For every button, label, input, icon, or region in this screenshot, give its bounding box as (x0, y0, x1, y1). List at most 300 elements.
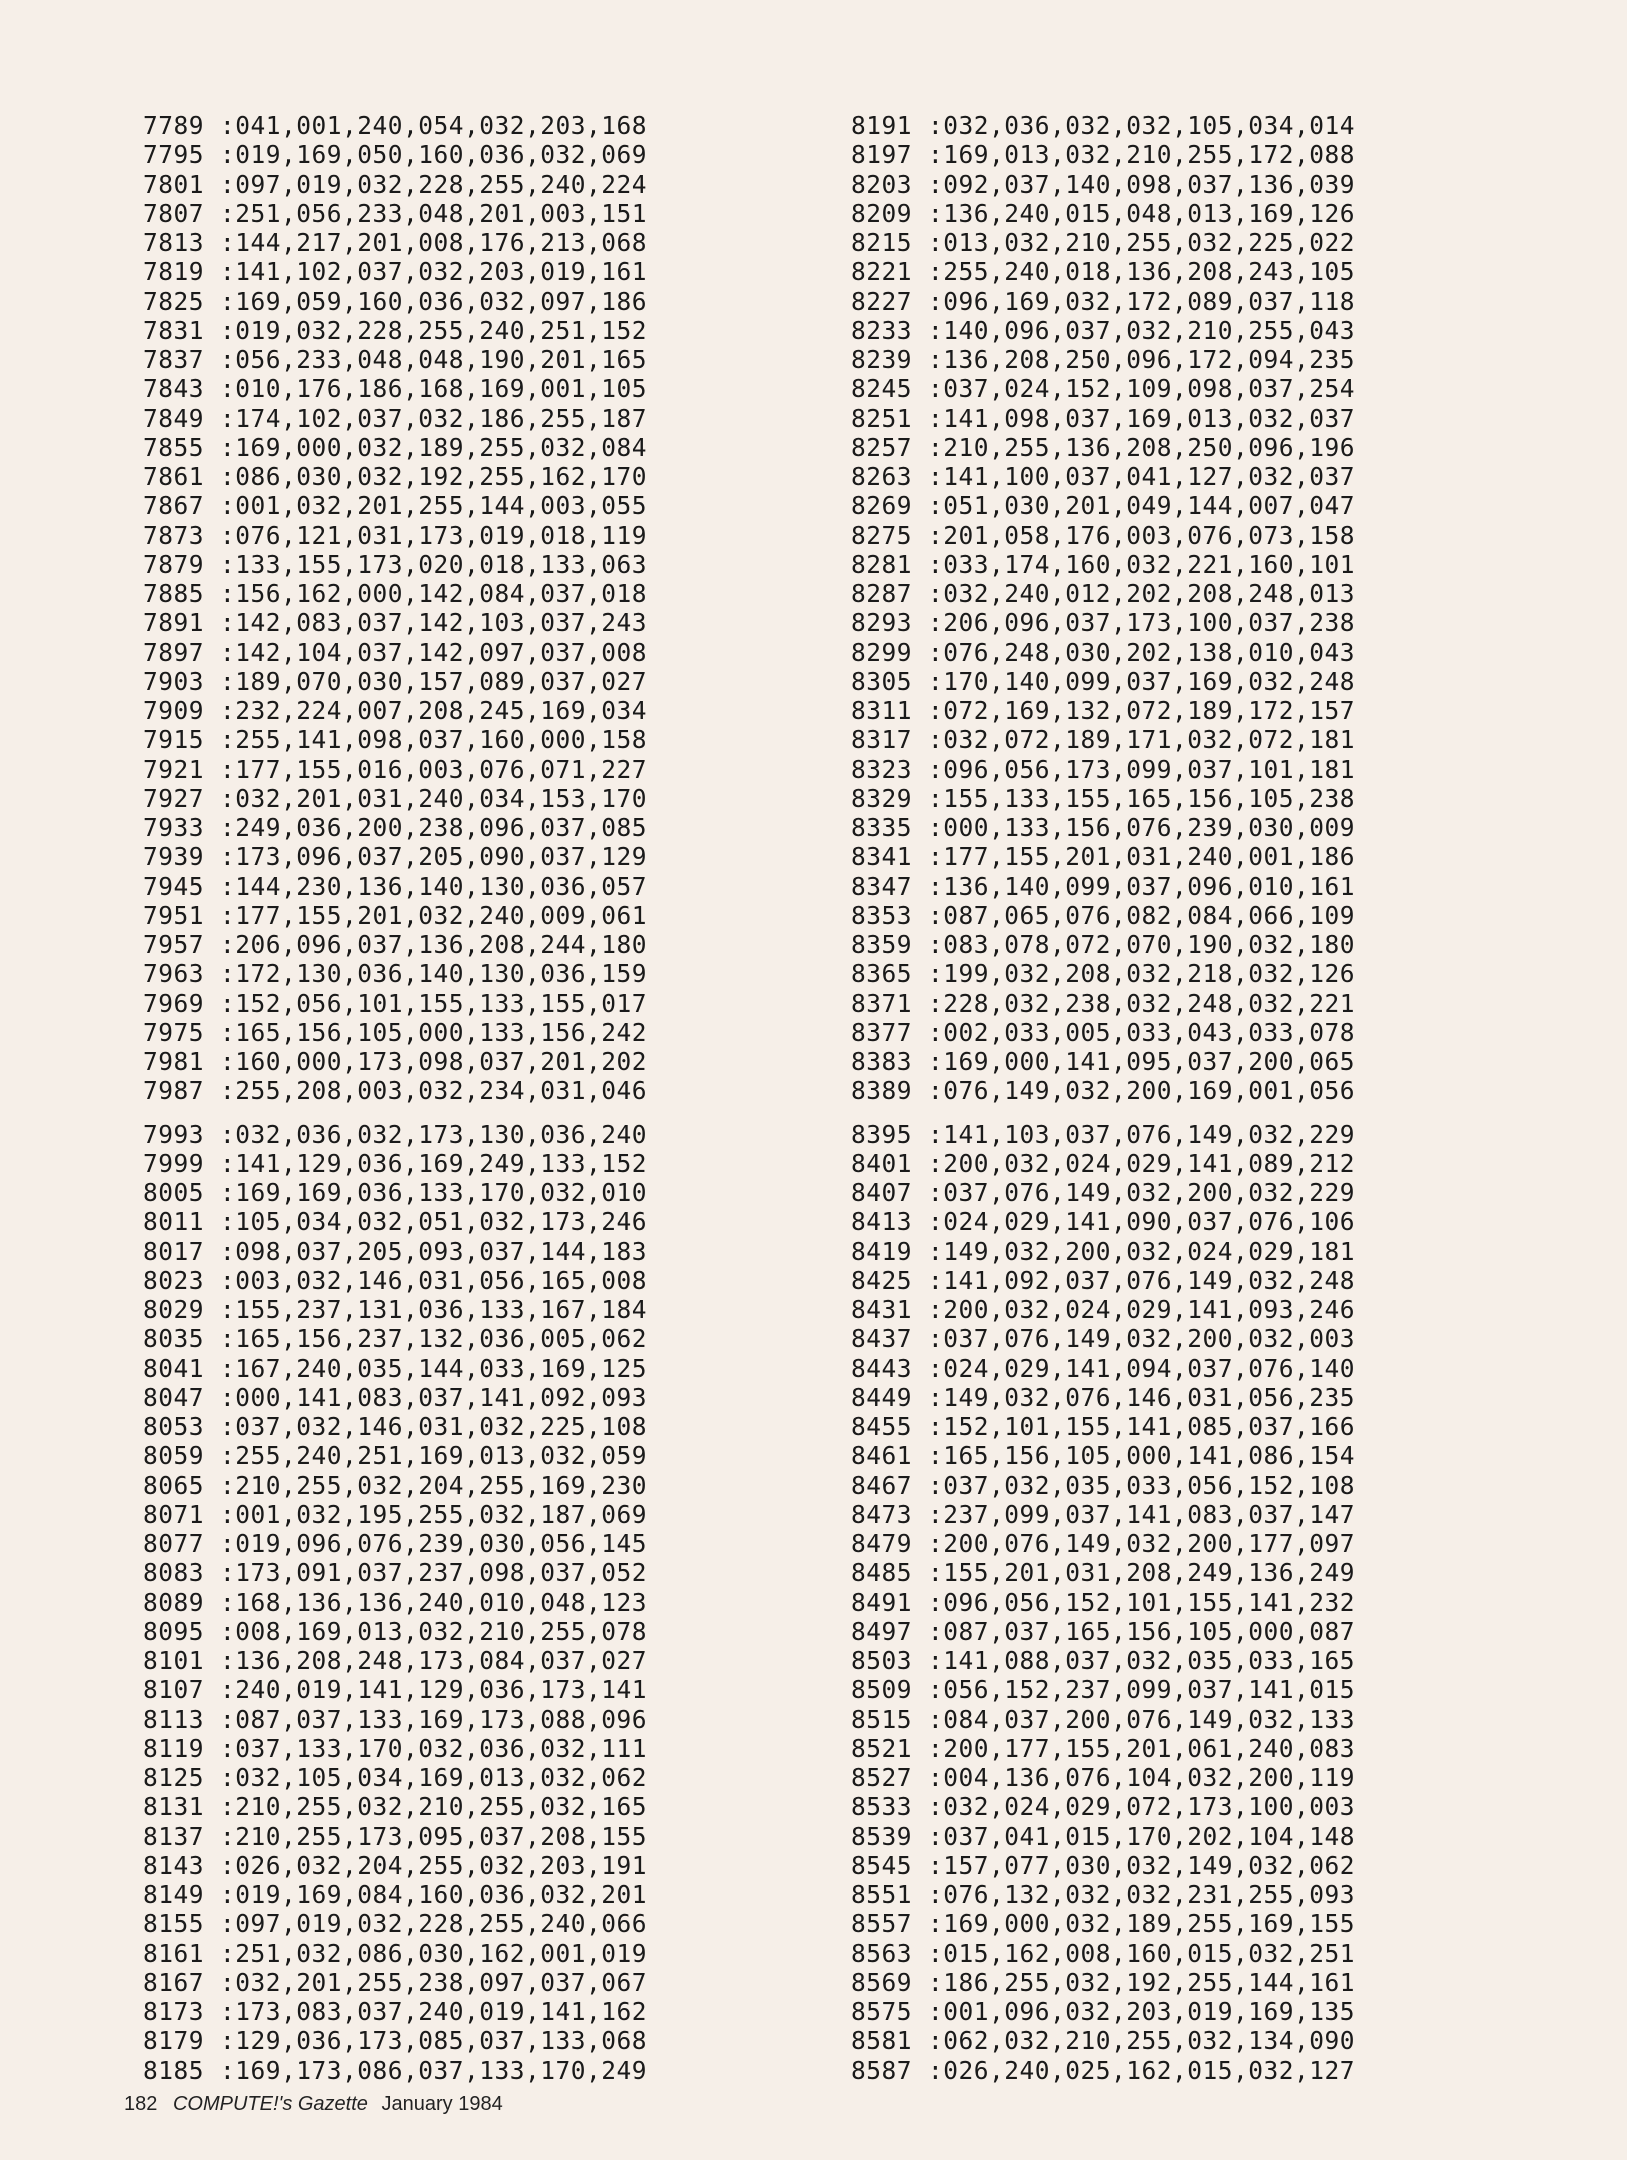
listing-line (832, 1412, 1355, 1441)
line-data: :210,255,032,204,255,169,230 (220, 1470, 648, 1500)
listing-line (124, 725, 647, 754)
listing-line (124, 930, 647, 959)
listing-line (124, 433, 647, 462)
line-data: :169,059,160,036,032,097,186 (220, 286, 648, 316)
line-data: :237,099,037,141,083,037,147 (928, 1499, 1356, 1529)
listing-line (832, 1354, 1355, 1383)
listing-line (124, 1822, 647, 1851)
listing-line (124, 1178, 647, 1207)
line-data: :189,070,030,157,089,037,027 (220, 666, 648, 696)
listing-line (124, 813, 647, 842)
line-number: 8473 (850, 1499, 912, 1529)
listing-line (832, 959, 1355, 988)
line-data: :165,156,237,132,036,005,062 (220, 1324, 648, 1354)
line-data: :076,132,032,032,231,255,093 (928, 1880, 1356, 1909)
listing-column-left (124, 111, 647, 2085)
line-data: :097,019,032,228,255,240,224 (220, 169, 648, 199)
listing-line (124, 1149, 647, 1178)
line-number: 8167 (142, 1967, 204, 1997)
line-data: :144,217,201,008,176,213,068 (220, 228, 648, 257)
line-data: :177,155,016,003,076,071,227 (220, 754, 648, 784)
line-data: :149,032,076,146,031,056,235 (928, 1382, 1356, 1412)
line-number: 8437 (850, 1324, 912, 1354)
line-data: :037,041,015,170,202,104,148 (928, 1821, 1356, 1851)
line-data: :170,140,099,037,169,032,248 (928, 666, 1356, 696)
listing-line (124, 959, 647, 988)
listing-line (832, 1705, 1355, 1734)
line-number: 8293 (850, 608, 912, 638)
listing-line (832, 111, 1355, 140)
line-number: 8143 (142, 1850, 204, 1880)
listing-line (124, 1471, 647, 1500)
line-number: 8407 (850, 1178, 912, 1207)
line-number: 8557 (850, 1909, 912, 1939)
listing-line (832, 1734, 1355, 1763)
listing-line (124, 1792, 647, 1821)
line-data: :092,037,140,098,037,136,039 (928, 169, 1356, 199)
line-data: :032,201,255,238,097,037,067 (220, 1967, 648, 1997)
line-number: 8269 (850, 491, 912, 521)
line-number: 7873 (142, 520, 204, 550)
listing-line (832, 1076, 1355, 1105)
line-data: :008,169,013,032,210,255,078 (220, 1616, 648, 1646)
line-number: 8527 (850, 1763, 912, 1792)
listing-line (124, 608, 647, 637)
listing-line (124, 521, 647, 550)
line-number: 8497 (850, 1616, 912, 1646)
line-number: 7855 (142, 432, 204, 462)
listing-line (124, 1354, 647, 1383)
listing-line (832, 1763, 1355, 1792)
line-data: :062,032,210,255,032,134,090 (928, 2026, 1356, 2056)
listing-line (832, 316, 1355, 345)
line-number: 8071 (142, 1499, 204, 1529)
line-number: 8449 (850, 1382, 912, 1412)
line-number: 7957 (142, 930, 204, 959)
page-footer (124, 2093, 503, 2116)
line-data: :056,152,237,099,037,141,015 (928, 1675, 1356, 1705)
line-data: :141,103,037,076,149,032,229 (928, 1119, 1356, 1149)
line-number: 8467 (850, 1470, 912, 1500)
line-number: 7963 (142, 959, 204, 989)
line-number: 8065 (142, 1470, 204, 1500)
line-number: 8563 (850, 1938, 912, 1968)
line-data: :026,032,204,255,032,203,191 (220, 1850, 648, 1880)
line-number: 7939 (142, 842, 204, 872)
line-data: :076,121,031,173,019,018,119 (220, 520, 648, 550)
line-number: 7921 (142, 754, 204, 784)
line-data: :141,092,037,076,149,032,248 (928, 1265, 1356, 1295)
line-data: :168,136,136,240,010,048,123 (220, 1587, 648, 1617)
listing-line (832, 199, 1355, 228)
line-data: :019,096,076,239,030,056,145 (220, 1529, 648, 1558)
line-data: :255,240,018,136,208,243,105 (928, 257, 1356, 287)
line-data: :105,034,032,051,032,173,246 (220, 1207, 648, 1237)
line-data: :155,201,031,208,249,136,249 (928, 1558, 1356, 1588)
line-number: 8209 (850, 198, 912, 228)
listing-line (832, 901, 1355, 930)
listing-line (124, 1997, 647, 2026)
listing-line (832, 1383, 1355, 1412)
line-number: 8335 (850, 813, 912, 842)
listing-line (832, 667, 1355, 696)
line-data: :156,162,000,142,084,037,018 (220, 579, 648, 608)
listing-line (124, 579, 647, 608)
line-data: :019,169,084,160,036,032,201 (220, 1880, 648, 1909)
listing-line (124, 257, 647, 286)
line-data: :037,076,149,032,200,032,003 (928, 1324, 1356, 1354)
line-data: :084,037,200,076,149,032,133 (928, 1704, 1356, 1734)
line-data: :000,133,156,076,239,030,009 (928, 813, 1356, 842)
line-data: :051,030,201,049,144,007,047 (928, 491, 1356, 521)
listing-line (832, 257, 1355, 286)
listing-line (832, 1149, 1355, 1178)
listing-line (832, 1617, 1355, 1646)
line-data: :152,056,101,155,133,155,017 (220, 988, 648, 1018)
listing-line (832, 579, 1355, 608)
line-data: :200,177,155,201,061,240,083 (928, 1733, 1356, 1763)
line-number: 8059 (142, 1441, 204, 1471)
line-number: 8257 (850, 432, 912, 462)
line-data: :087,065,076,082,084,066,109 (928, 900, 1356, 930)
line-data: :169,000,032,189,255,032,084 (220, 432, 648, 462)
listing-line (832, 2056, 1355, 2085)
line-data: :076,149,032,200,169,001,056 (928, 1076, 1356, 1106)
listing-line (124, 1880, 647, 1909)
line-number: 8317 (850, 725, 912, 755)
line-number: 8149 (142, 1880, 204, 1909)
listing-line (832, 1237, 1355, 1266)
line-number: 8305 (850, 666, 912, 696)
line-number: 8263 (850, 462, 912, 491)
line-number: 7867 (142, 491, 204, 521)
listing-line (832, 1909, 1355, 1938)
listing-line (832, 608, 1355, 637)
line-number: 8101 (142, 1646, 204, 1675)
line-number: 8551 (850, 1880, 912, 1909)
line-number: 7897 (142, 637, 204, 667)
line-data: :210,255,136,208,250,096,196 (928, 432, 1356, 462)
line-number: 8077 (142, 1529, 204, 1558)
line-data: :003,032,146,031,056,165,008 (220, 1265, 648, 1295)
line-data: :206,096,037,136,208,244,180 (220, 930, 648, 959)
line-number: 7807 (142, 198, 204, 228)
listing-line (124, 1529, 647, 1558)
line-data: :173,096,037,205,090,037,129 (220, 842, 648, 872)
line-number: 8125 (142, 1763, 204, 1792)
listing-line (124, 1237, 647, 1266)
listing-line (124, 1617, 647, 1646)
listing-line (124, 1500, 647, 1529)
line-data: :142,104,037,142,097,037,008 (220, 637, 648, 667)
line-number: 8389 (850, 1076, 912, 1106)
line-number: 8011 (142, 1207, 204, 1237)
line-data: :251,056,233,048,201,003,151 (220, 198, 648, 228)
listing-line (832, 287, 1355, 316)
listing-line (832, 228, 1355, 257)
line-data: :129,036,173,085,037,133,068 (220, 2026, 648, 2056)
listing-line (124, 901, 647, 930)
line-data: :097,019,032,228,255,240,066 (220, 1909, 648, 1939)
line-data: :013,032,210,255,032,225,022 (928, 228, 1356, 257)
line-number: 8581 (850, 2026, 912, 2056)
line-data: :096,169,032,172,089,037,118 (928, 286, 1356, 316)
listing-line (124, 696, 647, 725)
line-data: :255,208,003,032,234,031,046 (220, 1076, 648, 1106)
listing-line (124, 550, 647, 579)
line-number: 8173 (142, 1997, 204, 2026)
line-number: 8347 (850, 871, 912, 901)
listing-line (124, 638, 647, 667)
line-number: 7891 (142, 608, 204, 638)
line-number: 8341 (850, 842, 912, 872)
line-number: 8089 (142, 1587, 204, 1617)
line-data: :019,032,228,255,240,251,152 (220, 315, 648, 345)
line-data: :098,037,205,093,037,144,183 (220, 1236, 648, 1266)
line-number: 8131 (142, 1792, 204, 1822)
listing-line (832, 491, 1355, 520)
listing-line (832, 1880, 1355, 1909)
listing-line (124, 1412, 647, 1441)
line-data: :133,155,173,020,018,133,063 (220, 549, 648, 579)
line-number: 7843 (142, 374, 204, 404)
listing-line (832, 1939, 1355, 1968)
line-data: :141,102,037,032,203,019,161 (220, 257, 648, 287)
line-data: :136,208,248,173,084,037,027 (220, 1646, 648, 1675)
line-number: 8023 (142, 1265, 204, 1295)
line-number: 8539 (850, 1821, 912, 1851)
listing-line (832, 784, 1355, 813)
line-data: :249,036,200,238,096,037,085 (220, 813, 648, 842)
line-data: :083,078,072,070,190,032,180 (928, 930, 1356, 959)
line-data: :004,136,076,104,032,200,119 (928, 1763, 1356, 1792)
line-number: 7987 (142, 1076, 204, 1106)
line-number: 7795 (142, 140, 204, 170)
listing-line (124, 1324, 647, 1353)
line-data: :076,248,030,202,138,010,043 (928, 637, 1356, 667)
listing-line (832, 1018, 1355, 1047)
line-data: :087,037,165,156,105,000,087 (928, 1616, 1356, 1646)
line-number: 8239 (850, 345, 912, 374)
line-data: :169,173,086,037,133,170,249 (220, 2055, 648, 2085)
listing-line (124, 2056, 647, 2085)
line-number: 8137 (142, 1821, 204, 1851)
line-data: :141,129,036,169,249,133,152 (220, 1148, 648, 1178)
line-number: 8029 (142, 1295, 204, 1324)
listing-column-right (832, 111, 1355, 2085)
line-data: :200,076,149,032,200,177,097 (928, 1529, 1356, 1558)
line-data: :200,032,024,029,141,089,212 (928, 1148, 1356, 1178)
line-data: :169,000,141,095,037,200,065 (928, 1047, 1356, 1076)
line-number: 8275 (850, 520, 912, 550)
line-data: :173,091,037,237,098,037,052 (220, 1558, 648, 1588)
line-data: :072,169,132,072,189,172,157 (928, 696, 1356, 725)
line-data: :002,033,005,033,043,033,078 (928, 1017, 1356, 1047)
line-number: 8197 (850, 140, 912, 170)
line-data: :167,240,035,144,033,169,125 (220, 1353, 648, 1383)
listing-line (832, 1207, 1355, 1236)
line-data: :201,058,176,003,076,073,158 (928, 520, 1356, 550)
line-number: 8515 (850, 1704, 912, 1734)
line-number: 7879 (142, 549, 204, 579)
listing-line (124, 1047, 647, 1076)
listing-line (124, 1734, 647, 1763)
line-number: 7969 (142, 988, 204, 1018)
listing-line (832, 1471, 1355, 1500)
line-number: 8587 (850, 2055, 912, 2085)
listing-line (124, 404, 647, 433)
line-number: 8413 (850, 1207, 912, 1237)
listing-line (832, 404, 1355, 433)
listing-line (124, 784, 647, 813)
line-data: :136,240,015,048,013,169,126 (928, 198, 1356, 228)
line-number: 7951 (142, 900, 204, 930)
listing-line (832, 1441, 1355, 1470)
line-number: 7909 (142, 696, 204, 725)
line-data: :206,096,037,173,100,037,238 (928, 608, 1356, 638)
line-data: :026,240,025,162,015,032,127 (928, 2055, 1356, 2085)
listing-line (832, 374, 1355, 403)
line-data: :141,100,037,041,127,032,037 (928, 462, 1356, 491)
line-number: 8503 (850, 1646, 912, 1675)
line-number: 8419 (850, 1236, 912, 1266)
listing-line (832, 1266, 1355, 1295)
line-number: 8155 (142, 1909, 204, 1939)
listing-line (124, 1018, 647, 1047)
line-data: :141,088,037,032,035,033,165 (928, 1646, 1356, 1675)
line-number: 8119 (142, 1733, 204, 1763)
line-data: :032,201,031,240,034,153,170 (220, 783, 648, 813)
listing-line (124, 1851, 647, 1880)
line-data: :136,208,250,096,172,094,235 (928, 345, 1356, 374)
line-data: :177,155,201,032,240,009,061 (220, 900, 648, 930)
listing-line (124, 491, 647, 520)
line-number: 8185 (142, 2055, 204, 2085)
listing-line (124, 111, 647, 140)
line-data: :032,036,032,173,130,036,240 (220, 1119, 648, 1149)
listing-block (832, 1120, 1355, 2085)
listing-line (832, 1047, 1355, 1076)
line-number: 8017 (142, 1236, 204, 1266)
listing-line (832, 550, 1355, 579)
magazine-name: COMPUTE!'s Gazette (172, 2093, 368, 2115)
line-data: :255,141,098,037,160,000,158 (220, 725, 648, 755)
listing-line (124, 316, 647, 345)
line-number: 8521 (850, 1733, 912, 1763)
line-data: :210,255,173,095,037,208,155 (220, 1821, 648, 1851)
line-number: 8179 (142, 2026, 204, 2056)
listing-line (124, 1646, 647, 1675)
line-data: :200,032,024,029,141,093,246 (928, 1295, 1356, 1324)
line-data: :169,169,036,133,170,032,010 (220, 1178, 648, 1207)
line-data: :177,155,201,031,240,001,186 (928, 842, 1356, 872)
line-data: :001,096,032,203,019,169,135 (928, 1997, 1356, 2026)
listing-line (832, 842, 1355, 871)
listing-line (832, 638, 1355, 667)
line-number: 8383 (850, 1047, 912, 1076)
listing-line (124, 1588, 647, 1617)
line-number: 7861 (142, 462, 204, 491)
line-number: 8221 (850, 257, 912, 287)
listing-line (832, 1178, 1355, 1207)
line-data: :255,240,251,169,013,032,059 (220, 1441, 648, 1471)
line-number: 8461 (850, 1441, 912, 1471)
listing-line (124, 1939, 647, 1968)
listing-line (832, 813, 1355, 842)
line-number: 8287 (850, 579, 912, 608)
listing-line (832, 696, 1355, 725)
line-number: 7885 (142, 579, 204, 608)
line-number: 7789 (142, 111, 204, 140)
listing-line (832, 1675, 1355, 1704)
listing-line (832, 1295, 1355, 1324)
line-number: 7993 (142, 1119, 204, 1149)
listing-line (832, 462, 1355, 491)
line-number: 7801 (142, 169, 204, 199)
listing-line (124, 1441, 647, 1470)
line-data: :037,024,152,109,098,037,254 (928, 374, 1356, 404)
line-number: 8485 (850, 1558, 912, 1588)
line-data: :136,140,099,037,096,010,161 (928, 871, 1356, 901)
line-data: :041,001,240,054,032,203,168 (220, 111, 648, 140)
line-data: :199,032,208,032,218,032,126 (928, 959, 1356, 989)
listing-line (124, 1558, 647, 1587)
listing-line (124, 1207, 647, 1236)
line-data: :010,176,186,168,169,001,105 (220, 374, 648, 404)
listing-line (124, 170, 647, 199)
listing-line (832, 1822, 1355, 1851)
line-number: 7927 (142, 783, 204, 813)
listing-line (124, 755, 647, 784)
line-number: 8005 (142, 1178, 204, 1207)
listing-line (832, 755, 1355, 784)
line-number: 8359 (850, 930, 912, 959)
listing-line (832, 1500, 1355, 1529)
listing-line (832, 989, 1355, 1018)
line-number: 8533 (850, 1792, 912, 1822)
line-data: :149,032,200,032,024,029,181 (928, 1236, 1356, 1266)
line-data: :001,032,195,255,032,187,069 (220, 1499, 648, 1529)
line-number: 7819 (142, 257, 204, 287)
line-data: :096,056,152,101,155,141,232 (928, 1587, 1356, 1617)
listing-line (124, 462, 647, 491)
line-data: :033,174,160,032,221,160,101 (928, 549, 1356, 579)
listing-line (832, 725, 1355, 754)
line-number: 8107 (142, 1675, 204, 1705)
line-number: 8095 (142, 1616, 204, 1646)
listing-line (124, 842, 647, 871)
line-number: 8401 (850, 1148, 912, 1178)
line-data: :087,037,133,169,173,088,096 (220, 1704, 648, 1734)
line-data: :251,032,086,030,162,001,019 (220, 1938, 648, 1968)
listing-line (832, 1968, 1355, 1997)
listing-line (832, 345, 1355, 374)
listing-line (832, 433, 1355, 462)
line-data: :024,029,141,090,037,076,106 (928, 1207, 1356, 1237)
listing-line (124, 1763, 647, 1792)
line-number: 7975 (142, 1017, 204, 1047)
listing-line (124, 1076, 647, 1105)
line-data: :144,230,136,140,130,036,057 (220, 871, 648, 901)
line-data: :155,237,131,036,133,167,184 (220, 1295, 648, 1324)
line-data: :228,032,238,032,248,032,221 (928, 988, 1356, 1018)
line-data: :037,076,149,032,200,032,229 (928, 1178, 1356, 1207)
line-data: :169,013,032,210,255,172,088 (928, 140, 1356, 170)
listing-line (832, 1851, 1355, 1880)
listing-line (832, 872, 1355, 901)
listing-line (124, 140, 647, 169)
line-number: 8575 (850, 1997, 912, 2026)
